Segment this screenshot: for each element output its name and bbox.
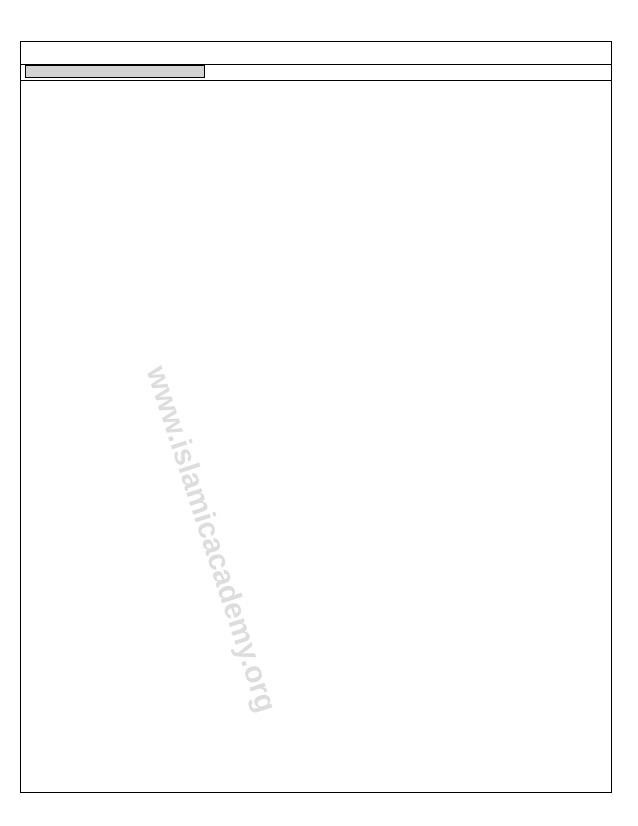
gmt-box	[25, 65, 205, 78]
page-title	[21, 42, 611, 65]
timetable-frame	[20, 41, 612, 793]
info-bar	[21, 64, 611, 81]
watermark: www.islamicacademy.org	[139, 362, 283, 717]
